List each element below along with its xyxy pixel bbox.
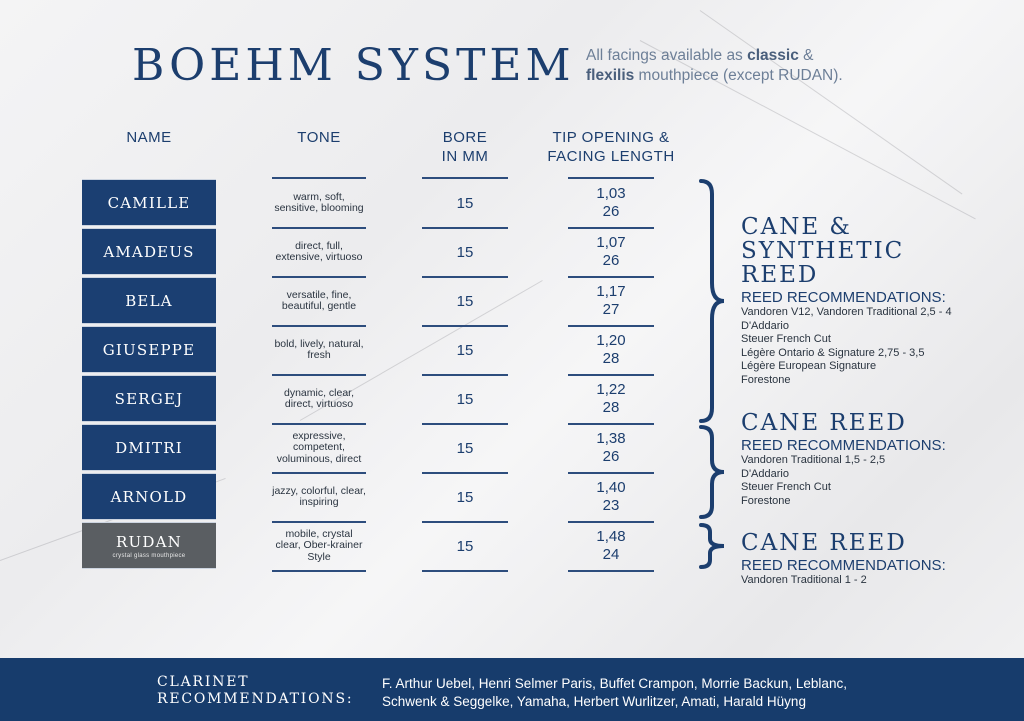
footer-bar xyxy=(0,658,1024,721)
tip-cell xyxy=(568,375,654,425)
mouthpiece-name: SERGEJ xyxy=(114,389,184,408)
reed-section xyxy=(741,411,1011,508)
bore-cell: 15 xyxy=(422,179,508,229)
column-header-tip-line1: TIP OPENING & xyxy=(552,129,670,146)
reed-title xyxy=(741,215,1011,287)
reed-item: D'Addario xyxy=(741,467,789,480)
mouthpiece-name-cell xyxy=(82,228,216,275)
tip-opening: 1,48 xyxy=(596,528,626,545)
tip-opening: 1,20 xyxy=(596,332,626,349)
facing-length: 23 xyxy=(602,497,620,514)
tone-cell: jazzy, colorful, clear, inspiring xyxy=(272,473,366,523)
reed-title-line: REED xyxy=(741,262,819,288)
tone-cell: direct, full, extensive, virtuoso xyxy=(272,228,366,278)
bore-cell: 15 xyxy=(422,473,508,523)
reed-item: Légère European Signature xyxy=(741,360,877,372)
bore-cell: 15 xyxy=(422,326,508,376)
reed-list xyxy=(741,454,1011,508)
mouthpiece-name-cell xyxy=(82,424,216,471)
tone-cell: versatile, fine, beautiful, gentle xyxy=(272,277,366,327)
reed-item: Vandoren Traditional 1 - 2 xyxy=(741,574,867,586)
tip-opening: 1,03 xyxy=(596,185,626,202)
mouthpiece-name: DMITRI xyxy=(115,438,183,457)
mouthpiece-name: BELA xyxy=(125,291,173,310)
tip-opening: 1,40 xyxy=(596,479,626,496)
brace-icon xyxy=(698,424,728,520)
mouthpiece-name: GIUSEPPE xyxy=(102,340,196,359)
bore-cell: 15 xyxy=(422,375,508,425)
facing-length: 28 xyxy=(602,350,620,367)
facing-length: 26 xyxy=(602,448,620,465)
reed-title-line: CANE REED xyxy=(741,410,907,436)
facing-length: 26 xyxy=(602,203,620,220)
brace-icon xyxy=(698,178,728,424)
reed-title xyxy=(741,531,1011,555)
facing-length: 27 xyxy=(602,301,620,318)
tip-cell xyxy=(568,473,654,523)
reed-section xyxy=(741,215,1011,387)
mouthpiece-name: CAMILLE xyxy=(107,193,191,212)
column-header-tone: TONE xyxy=(297,129,341,146)
reed-item: Forestone xyxy=(741,494,791,507)
tone-cell: mobile, crystal clear, Ober-krainer Style xyxy=(272,522,366,572)
reed-list xyxy=(741,574,1011,588)
footer-label-line: RECOMMENDATIONS: xyxy=(157,691,354,707)
facing-length: 26 xyxy=(602,252,620,269)
reed-item: Vandoren V12, Vandoren Traditional 2,5 - 4 xyxy=(741,306,952,318)
tone-cell: expressive, competent, voluminous, direct xyxy=(272,424,366,474)
mouthpiece-name-cell xyxy=(82,277,216,324)
column-header-name: NAME xyxy=(126,129,172,146)
clarinet-recommendations xyxy=(382,675,902,711)
tip-cell xyxy=(568,424,654,474)
reed-item: Forestone xyxy=(741,373,791,386)
reed-section xyxy=(741,531,1011,588)
mouthpiece-subtitle: crystal glass mouthpiece xyxy=(112,552,186,559)
marble-vein xyxy=(700,10,963,194)
tone-cell: bold, lively, natural, fresh xyxy=(272,326,366,376)
mouthpiece-name: RUDAN xyxy=(116,532,182,551)
mouthpiece-name: AMADEUS xyxy=(103,242,195,261)
brace-icon xyxy=(698,522,728,570)
bore-cell: 15 xyxy=(422,522,508,572)
tip-cell xyxy=(568,228,654,278)
tip-cell xyxy=(568,326,654,376)
tone-cell: dynamic, clear, direct, virtuoso xyxy=(272,375,366,425)
tip-opening: 1,17 xyxy=(596,283,626,300)
mouthpiece-name-cell xyxy=(82,473,216,520)
footer-text-line: F. Arthur Uebel, Henri Selmer Paris, Buffet Crampon, Morrie Backun, Leblanc, xyxy=(382,676,847,691)
facing-length: 24 xyxy=(602,546,620,563)
tip-opening: 1,22 xyxy=(596,381,626,398)
tip-opening: 1,07 xyxy=(596,234,626,251)
tip-cell xyxy=(568,522,654,572)
column-header-bore xyxy=(422,128,508,166)
reed-item: Légère Ontario & Signature 2,75 - 3,5 xyxy=(741,346,925,359)
tone-cell: warm, soft, sensitive, blooming xyxy=(272,179,366,229)
bore-cell: 15 xyxy=(422,277,508,327)
column-header-tip xyxy=(530,128,692,166)
footer-text-line: Schwenk & Seggelke, Yamaha, Herbert Wurlitzer, Amati, Harald Hüyng xyxy=(382,694,806,709)
bore-cell: 15 xyxy=(422,228,508,278)
footer-label xyxy=(157,674,353,708)
tip-opening: 1,38 xyxy=(596,430,626,447)
footer-label-line: CLARINET xyxy=(157,674,250,690)
page-subtitle: All facings available as classic & flexilis mouthpiece (except RUDAN). xyxy=(586,47,843,84)
column-header-tip-line2: FACING LENGTH xyxy=(547,148,675,165)
mouthpiece-name-cell xyxy=(82,375,216,422)
mouthpiece-name-cell xyxy=(82,179,216,226)
mouthpiece-name-cell xyxy=(82,522,216,569)
reed-recommendations-heading: REED RECOMMENDATIONS: xyxy=(741,289,946,306)
reed-item: Vandoren Traditional 1,5 - 2,5 xyxy=(741,454,886,466)
reed-item: Steuer French Cut xyxy=(741,481,831,493)
reed-title-line: CANE & xyxy=(741,214,852,240)
reed-recommendations-heading: REED RECOMMENDATIONS: xyxy=(741,557,946,574)
mouthpiece-name: ARNOLD xyxy=(110,487,188,506)
reed-title-line: CANE REED xyxy=(741,530,907,556)
tip-cell xyxy=(568,179,654,229)
facing-length: 28 xyxy=(602,399,620,416)
page-title: BOEHM SYSTEM xyxy=(132,40,575,91)
reed-item: Steuer French Cut xyxy=(741,333,831,345)
reed-list xyxy=(741,306,1011,387)
column-header-bore-line2: IN MM xyxy=(441,148,489,165)
mouthpiece-name-cell xyxy=(82,326,216,373)
reed-title-line: SYNTHETIC xyxy=(741,238,905,264)
reed-title xyxy=(741,411,1011,435)
column-header-bore-line1: BORE xyxy=(442,129,488,146)
reed-item: D'Addario xyxy=(741,319,789,332)
bore-cell: 15 xyxy=(422,424,508,474)
reed-recommendations-heading: REED RECOMMENDATIONS: xyxy=(741,437,946,454)
tip-cell xyxy=(568,277,654,327)
